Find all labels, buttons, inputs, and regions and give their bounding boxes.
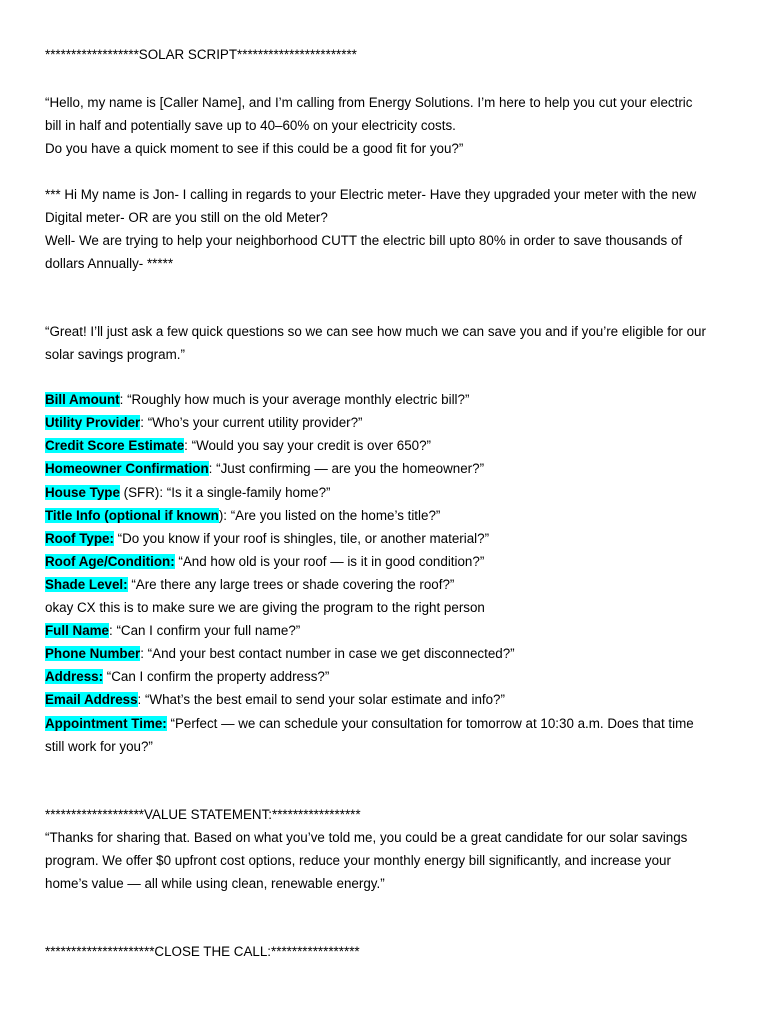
- question-text: “Can I confirm the property address?”: [103, 669, 330, 684]
- question-text: : “Can I confirm your full name?”: [109, 623, 301, 638]
- question-text: : “Would you say your credit is over 650?”: [184, 438, 432, 453]
- note-line: okay CX this is to make sure we are giving the program to the right person: [45, 600, 485, 615]
- question-label: Full Name: [45, 623, 109, 638]
- question-shade-level: [45, 576, 454, 594]
- alt-opener-line-1: *** Hi My name is Jon- I calling in regards to your Electric meter- Have they upgraded your meter with the new: [45, 187, 697, 202]
- question-label: Homeowner Confirmation: [45, 461, 209, 476]
- question-label: Shade Level:: [45, 577, 128, 592]
- question-text: “Perfect — we can schedule your consultation for tomorrow at 10:30 a.m. Does that time: [166, 716, 694, 731]
- intro-line-3: Do you have a quick moment to see if this could be a good fit for you?”: [45, 141, 464, 156]
- question-text: (SFR): “Is it a single-family home?”: [119, 485, 331, 500]
- question-label: Utility Provider: [45, 415, 141, 430]
- question-email-address: [45, 691, 505, 709]
- question-text: : “Just confirming — are you the homeowner?”: [208, 461, 485, 476]
- alt-opener-line-4: dollars Annually- *****: [45, 256, 174, 271]
- question-roof-age: [45, 553, 484, 571]
- close-call-header: *********************CLOSE THE CALL:*****************: [45, 944, 360, 959]
- question-label: Credit Score Estimate: [45, 438, 185, 453]
- question-house-type: [45, 484, 330, 502]
- question-label: Address:: [45, 669, 104, 684]
- question-label: House Type: [45, 485, 120, 500]
- alt-opener-line-3: Well- We are trying to help your neighborhood CUTT the electric bill upto 80% in order to save thousands of: [45, 233, 683, 248]
- question-label: Email Address: [45, 692, 138, 707]
- transition-line-2: solar savings program.”: [45, 347, 185, 362]
- question-label: Roof Age/Condition:: [45, 554, 175, 569]
- question-homeowner: [45, 460, 484, 478]
- value-line-2: program. We offer $0 upfront cost options, reduce your monthly energy bill significantly, and increase your: [45, 853, 671, 868]
- question-text: : “What’s the best email to send your solar estimate and info?”: [137, 692, 505, 707]
- question-label: Bill Amount: [45, 392, 120, 407]
- question-credit-score: [45, 437, 431, 455]
- value-line-3: home’s value — all while using clean, renewable energy.”: [45, 876, 385, 891]
- question-title-info: [45, 507, 440, 525]
- title-header: ******************SOLAR SCRIPT***********************: [45, 47, 357, 62]
- question-label: Roof Type:: [45, 531, 114, 546]
- intro-line-2: bill in half and potentially save up to 40–60% on your electricity costs.: [45, 118, 456, 133]
- question-text: “And how old is your roof — is it in good condition?”: [174, 554, 485, 569]
- appointment-line-2: still work for you?”: [45, 739, 153, 754]
- question-text: : “Who’s your current utility provider?”: [140, 415, 363, 430]
- question-label: Appointment Time:: [45, 716, 167, 731]
- alt-opener-line-2: Digital meter- OR are you still on the old Meter?: [45, 210, 328, 225]
- question-full-name: [45, 622, 300, 640]
- transition-line-1: “Great! I’ll just ask a few quick questions so we can see how much we can save you and if you’re eligible for our: [45, 324, 706, 339]
- question-text: ): “Are you listed on the home’s title?”: [218, 508, 441, 523]
- question-utility-provider: [45, 414, 363, 432]
- intro-line-1: “Hello, my name is [Caller Name], and I’m calling from Energy Solutions. I’m here to help you cut your electric: [45, 95, 693, 110]
- question-text: “Do you know if your roof is shingles, tile, or another material?”: [113, 531, 490, 546]
- question-label: Phone Number: [45, 646, 141, 661]
- question-label: Title Info (optional if known: [45, 508, 219, 523]
- value-statement-header: *******************VALUE STATEMENT:*****************: [45, 807, 361, 822]
- question-text: : “Roughly how much is your average monthly electric bill?”: [119, 392, 470, 407]
- question-roof-type: [45, 530, 489, 548]
- question-address: [45, 668, 329, 686]
- value-line-1: “Thanks for sharing that. Based on what you’ve told me, you could be a great candidate for our solar savings: [45, 830, 688, 845]
- question-phone-number: [45, 645, 515, 663]
- question-text: : “And your best contact number in case we get disconnected?”: [140, 646, 515, 661]
- question-text: “Are there any large trees or shade covering the roof?”: [127, 577, 455, 592]
- question-appointment-time: [45, 715, 694, 733]
- question-bill-amount: [45, 391, 469, 409]
